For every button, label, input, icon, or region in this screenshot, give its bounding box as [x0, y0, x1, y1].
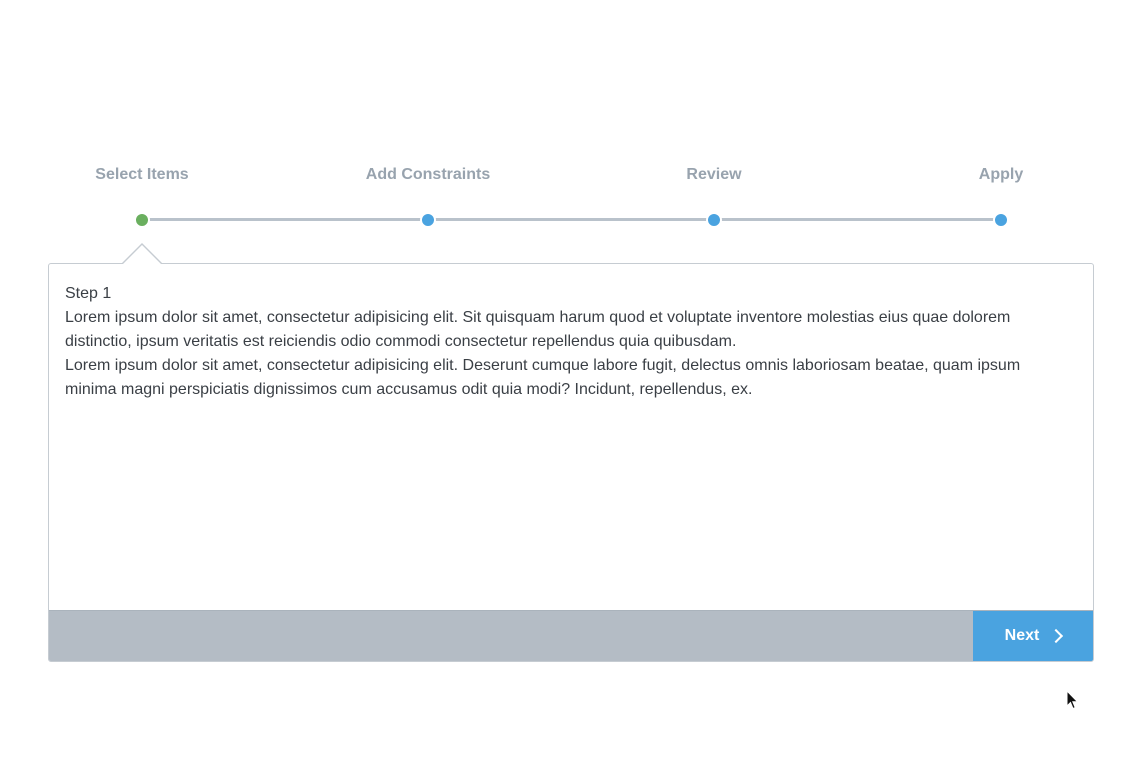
step-label-apply[interactable]: Apply: [978, 166, 1024, 183]
step-paragraph-1: Lorem ipsum dolor sit amet, consectetur adipisicing elit. Sit quisquam harum quod et voluptate inventore molestias eius quae dolorem distinctio, ipsum veritatis est reiciendis odio commodi consectetur repellendus quia quibusdam.: [65, 309, 1011, 350]
step-label-review[interactable]: Review: [686, 166, 742, 183]
step-paragraph-2: Lorem ipsum dolor sit amet, consectetur adipisicing elit. Deserunt cumque labore fugit, delectus omnis laboriosam beatae, quam ipsum minima magni perspiciatis dignissimos cum accusamus odit quia modi? Incidunt, repellendus, ex.: [65, 357, 1021, 398]
step-title: Step 1: [65, 285, 112, 302]
step-panel: [48, 263, 1094, 662]
step-dot-add-constraints[interactable]: [420, 212, 436, 228]
step-content: [65, 282, 1053, 402]
step-dot-select-items[interactable]: [134, 212, 150, 228]
panel-footer: [49, 610, 1093, 661]
step-label-add-constraints[interactable]: Add Constraints: [365, 166, 491, 183]
step-label-select-items[interactable]: Select Items: [95, 166, 189, 183]
step-dot-review[interactable]: [706, 212, 722, 228]
next-button-label: Next: [1004, 627, 1040, 644]
next-button[interactable]: [973, 611, 1093, 661]
step-dot-apply[interactable]: [993, 212, 1009, 228]
mouse-cursor-icon: [1066, 690, 1080, 712]
progress-track: [142, 218, 1002, 221]
chevron-right-icon: [1049, 629, 1063, 643]
panel-caret-fill: [122, 245, 162, 265]
